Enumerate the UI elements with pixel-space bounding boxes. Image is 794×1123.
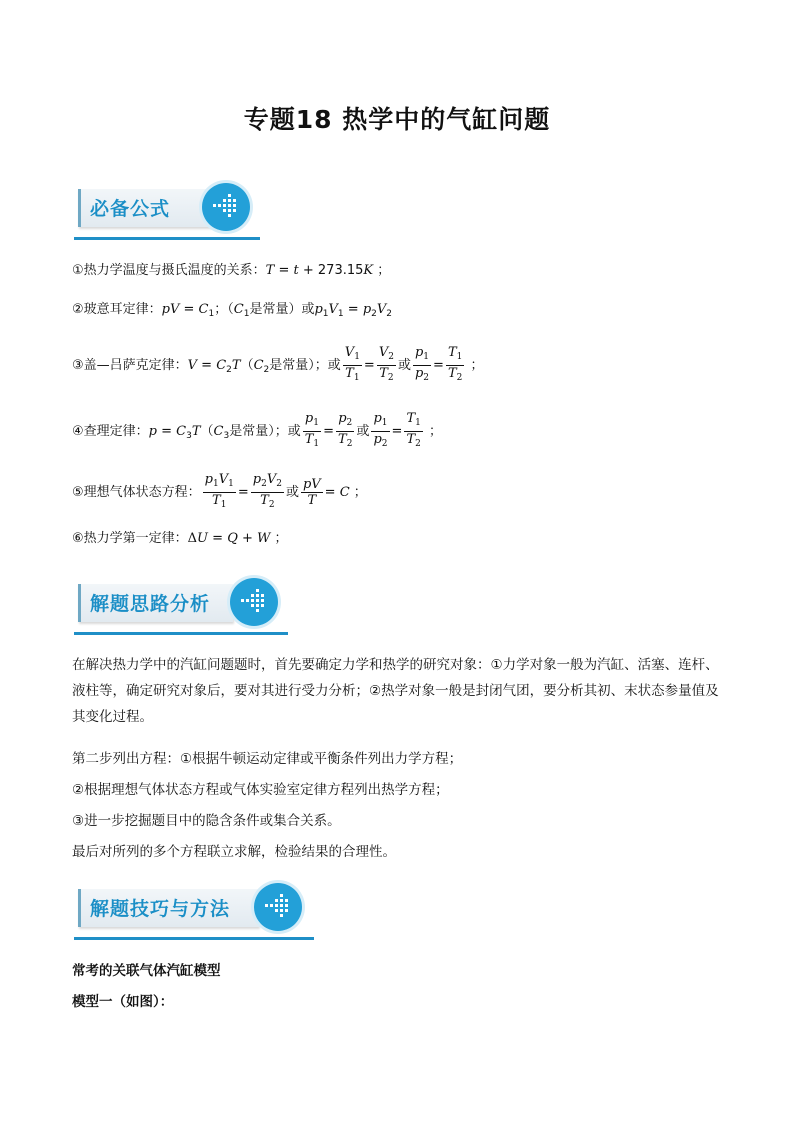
formula-gay-lussac: ③盖—吕萨克定律：$V = C_2T(C_2$是常量）；或 $\frac{V_1}{T_1}$ = $\frac{V_2}{T_2}$ 或 $\frac{p_1}{p_2}$ = $\frac{T_1}{T_2}$ ；	[72, 345, 484, 383]
analysis-step-2b: ②根据理想气体状态方程或气体实验室定律方程列出热学方程；	[72, 782, 449, 798]
dots-arrow-icon	[202, 183, 250, 231]
section-title: 必备公式	[90, 198, 171, 220]
formula-boyle: ②玻意耳定律：pV = $C_1$；（$C_1$是常量）或$p_1V_1 = p_2V_2$	[72, 302, 392, 319]
model-one-label: 模型一（如图）：	[72, 994, 174, 1010]
section-header-formulas	[74, 183, 314, 243]
section-title: 解题技巧与方法	[90, 898, 231, 920]
section-title: 解题思路分析	[90, 593, 211, 615]
formula-charles: ④查理定律：$p = C_3T(C_3$是常量）；或 $\frac{p_1}{T_1}$ = $\frac{p_2}{T_2}$ 或 $\frac{p_1}{p_2}$ = $\frac{T_1}{T_2}$ ；	[72, 411, 442, 449]
analysis-step-2: 第二步列出方程：①根据牛顿运动定律或平衡条件列出力学方程；	[72, 751, 463, 767]
formula-temperature: ①热力学温度与摄氏温度的关系：T = t + 273.15K ；	[72, 263, 391, 278]
analysis-step-3: ③进一步挖掘题目中的隐含条件或集合关系。	[72, 813, 341, 829]
analysis-final: 最后对所列的多个方程联立求解，检验结果的合理性。	[72, 844, 396, 860]
section-header-analysis	[74, 578, 314, 638]
analysis-paragraph: 在解决热力学中的汽缸问题题时，首先要确定力学和热学的研究对象：①力学对象一般为汽缸、活塞、连杆、液柱等，确定研究对象后，要对其进行受力分析；②热学对象一般是封闭气团，要分析其初、末状态参量值及其变化过程。	[72, 657, 719, 725]
methods-heading: 常考的关联气体汽缸模型	[72, 963, 221, 979]
formula-first-law: ⑥热力学第一定律：ΔU = Q + W ；	[72, 531, 288, 546]
dots-arrow-icon	[254, 883, 302, 931]
dots-arrow-icon	[230, 578, 278, 626]
formula-ideal-gas: ⑤理想气体状态方程： $\frac{p_1V_1}{T_1}$ = $\frac{p_2V_2}{T_2}$ 或 $\frac{pV}{T}$ = C ；	[72, 472, 367, 510]
page-title: 专题18 热学中的气缸问题	[243, 105, 551, 134]
section-header-methods	[74, 883, 314, 943]
